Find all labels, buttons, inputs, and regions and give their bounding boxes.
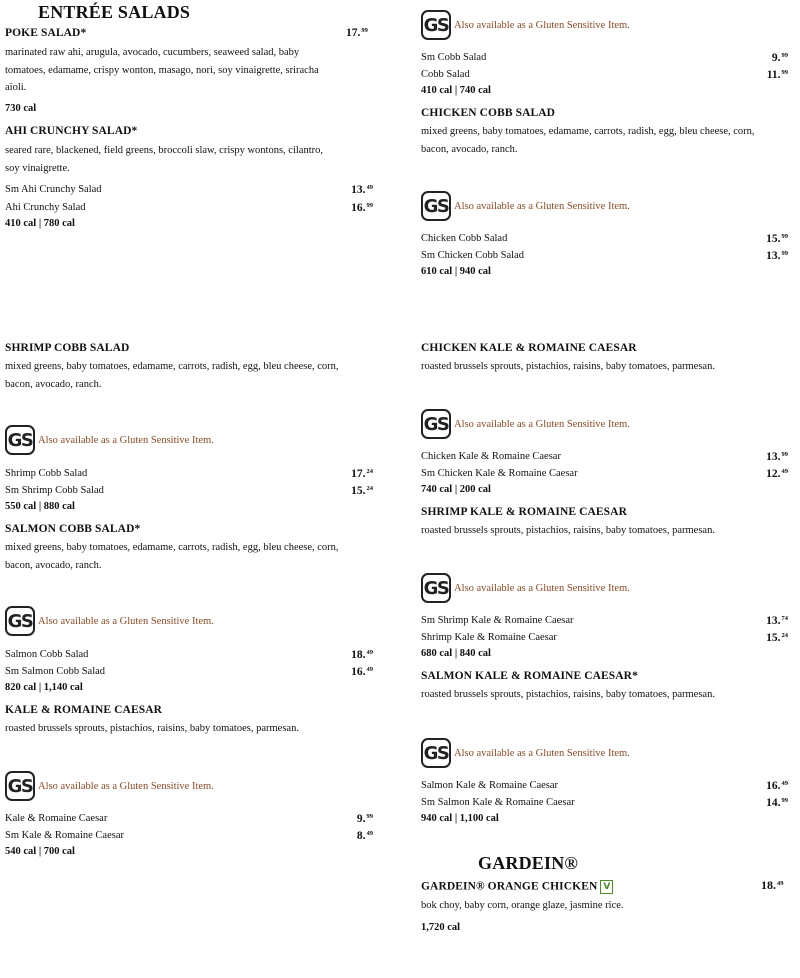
menu-row: Ahi Crunchy Salad 16.99	[5, 202, 373, 214]
chicken-cobb-description: mixed greens, baby tomatoes, edamame, carrots, radish, egg, bleu cheese, corn, bacon, avocado, ranch.	[421, 126, 755, 155]
menu-row: Salmon Cobb Salad 18.49	[5, 649, 373, 661]
menu-row: Sm Salmon Cobb Salad 16.49	[5, 666, 373, 678]
entree-salads-heading: ENTRÉE SALADS	[38, 2, 191, 22]
gardein-orange-chicken-description: bok choy, baby corn, orange glaze, jasmine rice.	[421, 900, 624, 911]
chicken-cobb-calories: 610 cal | 940 cal	[421, 266, 491, 277]
kale-caesar-description: roasted brussels sprouts, pistachios, raisins, baby tomatoes, parmesan.	[5, 723, 299, 734]
gs-icon: GS	[421, 10, 451, 40]
gs-icon: GS	[5, 771, 35, 801]
gluten-sensitive-note: GS Also available as a Gluten Sensitive Item.	[421, 573, 630, 603]
poke-salad-price: 17.99	[346, 27, 368, 39]
menu-row: Sm Chicken Kale & Romaine Caesar 12.49	[421, 468, 788, 480]
gluten-sensitive-note: GS Also available as a Gluten Sensitive Item.	[5, 606, 214, 636]
menu-row: Chicken Kale & Romaine Caesar 13.99	[421, 451, 788, 463]
shrimp-kale-description: roasted brussels sprouts, pistachios, raisins, baby tomatoes, parmesan.	[421, 525, 715, 536]
menu-row: Sm Salmon Kale & Romaine Caesar 14.99	[421, 797, 788, 809]
menu-row: Sm Cobb Salad 9.99	[421, 52, 788, 64]
menu-row: Sm Kale & Romaine Caesar 8.49	[5, 830, 373, 842]
vegetarian-icon: V	[600, 880, 613, 894]
menu-row: Salmon Kale & Romaine Caesar 16.49	[421, 780, 788, 792]
menu-row: Cobb Salad 11.99	[421, 69, 788, 81]
shrimp-cobb-calories: 550 cal | 880 cal	[5, 501, 75, 512]
poke-salad-calories: 730 cal	[5, 103, 37, 114]
gluten-sensitive-note: GS Also available as a Gluten Sensitive Item.	[421, 738, 630, 768]
salmon-cobb-title: SALMON COBB SALAD*	[5, 523, 141, 535]
gardein-orange-chicken-title: GARDEIN® ORANGE CHICKEN V	[421, 880, 613, 894]
gluten-sensitive-note: GS Also available as a Gluten Sensitive Item.	[5, 425, 214, 455]
salmon-cobb-calories: 820 cal | 1,140 cal	[5, 682, 83, 693]
menu-row: Shrimp Kale & Romaine Caesar 15.24	[421, 632, 788, 644]
kale-caesar-title: KALE & ROMAINE CAESAR	[5, 704, 163, 716]
cobb-calories: 410 cal | 740 cal	[421, 85, 491, 96]
kale-caesar-calories: 540 cal | 700 cal	[5, 846, 75, 857]
gluten-sensitive-note: GS Also available as a Gluten Sensitive Item.	[421, 191, 630, 221]
salmon-kale-description: roasted brussels sprouts, pistachios, raisins, baby tomatoes, parmesan.	[421, 689, 715, 700]
salmon-cobb-description: mixed greens, baby tomatoes, edamame, carrots, radish, egg, bleu cheese, corn, bacon, avocado, ranch.	[5, 542, 339, 571]
menu-row: Shrimp Cobb Salad 17.24	[5, 468, 373, 480]
gs-icon: GS	[5, 425, 35, 455]
poke-salad-description: marinated raw ahi, arugula, avocado, cucumbers, seaweed salad, baby tomatoes, edamame, crispy wonton, masago, nori, soy vinaigrette, sriracha aïoli.	[5, 47, 319, 93]
menu-row: Sm Chicken Cobb Salad 13.99	[421, 250, 788, 262]
gs-icon: GS	[421, 573, 451, 603]
shrimp-cobb-description: mixed greens, baby tomatoes, edamame, carrots, radish, egg, bleu cheese, corn, bacon, avocado, ranch.	[5, 361, 339, 390]
menu-row: Sm Shrimp Kale & Romaine Caesar 13.74	[421, 615, 788, 627]
menu-row: Sm Ahi Crunchy Salad 13.49	[5, 184, 373, 196]
poke-salad-title: POKE SALAD*	[5, 27, 87, 39]
gluten-sensitive-note: GS Also available as a Gluten Sensitive Item.	[421, 409, 630, 439]
gs-icon: GS	[5, 606, 35, 636]
gardein-heading: GARDEIN®	[478, 853, 579, 873]
shrimp-cobb-title: SHRIMP COBB SALAD	[5, 342, 130, 354]
chicken-kale-description: roasted brussels sprouts, pistachios, raisins, baby tomatoes, parmesan.	[421, 361, 715, 372]
gs-icon: GS	[421, 409, 451, 439]
chicken-kale-title: CHICKEN KALE & ROMAINE CAESAR	[421, 342, 637, 354]
ahi-crunchy-description: seared rare, blackened, field greens, broccoli slaw, crispy wontons, cilantro, soy vinaigrette.	[5, 145, 323, 174]
gs-icon: GS	[421, 738, 451, 768]
menu-row: Sm Shrimp Cobb Salad 15.24	[5, 485, 373, 497]
salmon-kale-calories: 940 cal | 1,100 cal	[421, 813, 499, 824]
menu-row: Kale & Romaine Caesar 9.99	[5, 813, 373, 825]
shrimp-kale-title: SHRIMP KALE & ROMAINE CAESAR	[421, 506, 627, 518]
gluten-sensitive-note: GS Also available as a Gluten Sensitive Item.	[5, 771, 214, 801]
ahi-crunchy-title: AHI CRUNCHY SALAD*	[5, 125, 138, 137]
menu-row: Chicken Cobb Salad 15.99	[421, 233, 788, 245]
gluten-sensitive-note: GS Also available as a Gluten Sensitive Item.	[421, 10, 630, 40]
gs-icon: GS	[421, 191, 451, 221]
salmon-kale-title: SALMON KALE & ROMAINE CAESAR*	[421, 670, 638, 682]
gardein-orange-chicken-price: 18.49	[761, 878, 784, 892]
ahi-crunchy-calories: 410 cal | 780 cal	[5, 218, 75, 229]
shrimp-kale-calories: 680 cal | 840 cal	[421, 648, 491, 659]
chicken-kale-calories: 740 cal | 200 cal	[421, 484, 491, 495]
gardein-orange-chicken-calories: 1,720 cal	[421, 922, 461, 933]
chicken-cobb-title: CHICKEN COBB SALAD	[421, 107, 556, 119]
